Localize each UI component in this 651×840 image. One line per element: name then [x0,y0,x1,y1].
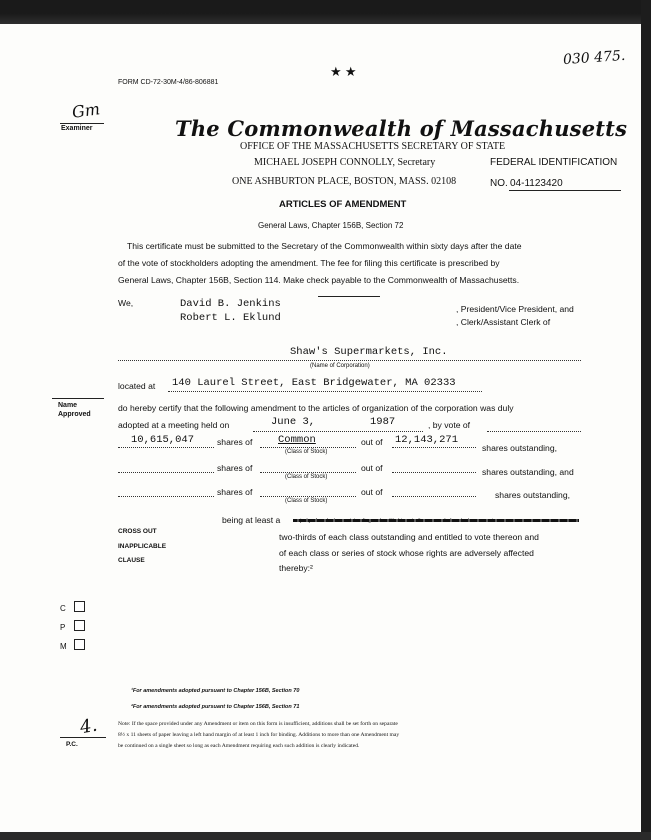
location-value: 140 Laurel Street, East Bridgewater, MA 02333 [172,377,456,389]
we-label: We, [118,298,134,308]
located-label: located at [118,381,156,391]
instruction-line-1: This certificate must be submitted to the Secretary of the Commonwealth within sixty days after the date [127,241,522,251]
being-label: being at least a [222,515,281,525]
checkbox-p[interactable] [74,620,85,631]
corporation-name: Shaw's Supermarkets, Inc. [290,346,448,358]
corporation-caption: (Name of Corporation) [310,363,370,369]
out-of-label-1: out of [361,437,383,447]
scan-edge-bottom [0,832,651,840]
clerk-name: Robert L. Eklund [180,312,281,324]
doc-title: ARTICLES OF AMENDMENT [279,199,407,210]
name-approved-label-2: Approved [58,411,91,418]
president-label: , President/Vice President, and [456,304,574,314]
out-of-label-2: out of [361,463,383,473]
meeting-month-day: June 3, [271,416,316,428]
checkbox-label-p: P [60,623,66,632]
stars: ★ ★ [330,64,357,79]
certify-line: do hereby certify that the following amendment to the articles of organization of the corporation was duly [118,403,514,413]
two-thirds-line-3: thereby:² [279,563,313,573]
two-thirds-line-2: of each class or series of stock whose rights are adversely affected [279,548,534,558]
note-line-2: 8½ x 11 sheets of paper leaving a left hand margin of at least 1 inch for binding. Additions to more than one Amendment may [118,732,400,738]
shares-outstanding-label-3: shares outstanding, [495,490,571,500]
cross-out-label-1: CROSS OUT [118,528,157,535]
checkbox-m[interactable] [74,639,85,650]
checkbox-label-m: M [60,642,67,651]
instruction-line-3: General Laws, Chapter 156B, Section 114. Make check payable to the Commonwealth of Massachusetts. [118,275,520,285]
examiner-label: Examiner [61,125,93,132]
form-number: FORM CD-72-30M-4/86-806881 [118,79,219,86]
by-vote-label: , by vote of [428,420,471,430]
out-of-label-3: out of [361,487,383,497]
stock-class: Common [278,434,316,446]
page-title: The Commonwealth of Massachusetts [175,116,628,141]
shares-of-label-2: shares of [217,463,253,473]
shares-voted: 10,615,047 [131,434,195,446]
clerk-label: , Clerk/Assistant Clerk of [456,317,551,327]
instruction-line-2: of the vote of stockholders adopting the amendment. The fee for filing this certificate is prescribed by [118,258,500,268]
checkbox-label-c: C [60,604,66,613]
class-caption-3: (Class of Stock) [285,498,328,504]
scan-edge-right [641,0,651,840]
shares-outstanding-and-label: shares outstanding, and [482,467,574,477]
address-line: ONE ASHBURTON PLACE, BOSTON, MASS. 02108 [232,176,457,187]
federal-id-label: FEDERAL IDENTIFICATION [490,157,618,168]
checkbox-c[interactable] [74,601,85,612]
meeting-year: 1987 [370,416,396,428]
pc-initial: 4. [78,714,99,739]
cross-out-label-3: CLAUSE [118,557,145,564]
pc-label: P.C. [66,741,78,748]
scan-edge-top [0,0,651,24]
shares-of-label-1: shares of [217,437,253,447]
federal-id-value: 04-1123420 [510,178,563,189]
footnote-2: ²For amendments adopted pursuant to Chapter 156B, Section 71 [131,704,300,710]
examiner-initials: Gm [70,99,102,122]
adopted-label: adopted at a meeting held on [118,420,230,430]
class-caption-2: (Class of Stock) [285,474,328,480]
class-caption-1: (Class of Stock) [285,449,328,455]
shares-outstanding-count: 12,143,271 [395,434,459,446]
secretary-line: MICHAEL JOSEPH CONNOLLY, Secretary [254,157,436,168]
note-line-1: Note: If the space provided under any Amendment or item on this form is insufficient, additions shall be set forth on separate [118,721,398,727]
footnote-1: ¹For amendments adopted pursuant to Chapter 156B, Section 70 [131,688,300,694]
note-line-3: be continued on a single sheet so long as each Amendment requiring each such addition is clearly indicated. [118,743,360,749]
shares-outstanding-label-1: shares outstanding, [482,443,558,453]
majority-strikeout [293,519,579,522]
federal-id-no-label: NO. [490,178,508,189]
two-thirds-line-1: two-thirds of each class outstanding and entitled to vote thereon and [279,532,539,542]
name-approved-label-1: Name [58,402,78,409]
cross-out-label-2: INAPPLICABLE [118,543,167,550]
shares-of-label-3: shares of [217,487,253,497]
statute-line: General Laws, Chapter 156B, Section 72 [258,221,404,230]
office-line: OFFICE OF THE MASSACHUSETTS SECRETARY OF STATE [240,141,506,152]
corner-number: 030 475. [562,47,626,69]
president-name: David B. Jenkins [180,298,281,310]
